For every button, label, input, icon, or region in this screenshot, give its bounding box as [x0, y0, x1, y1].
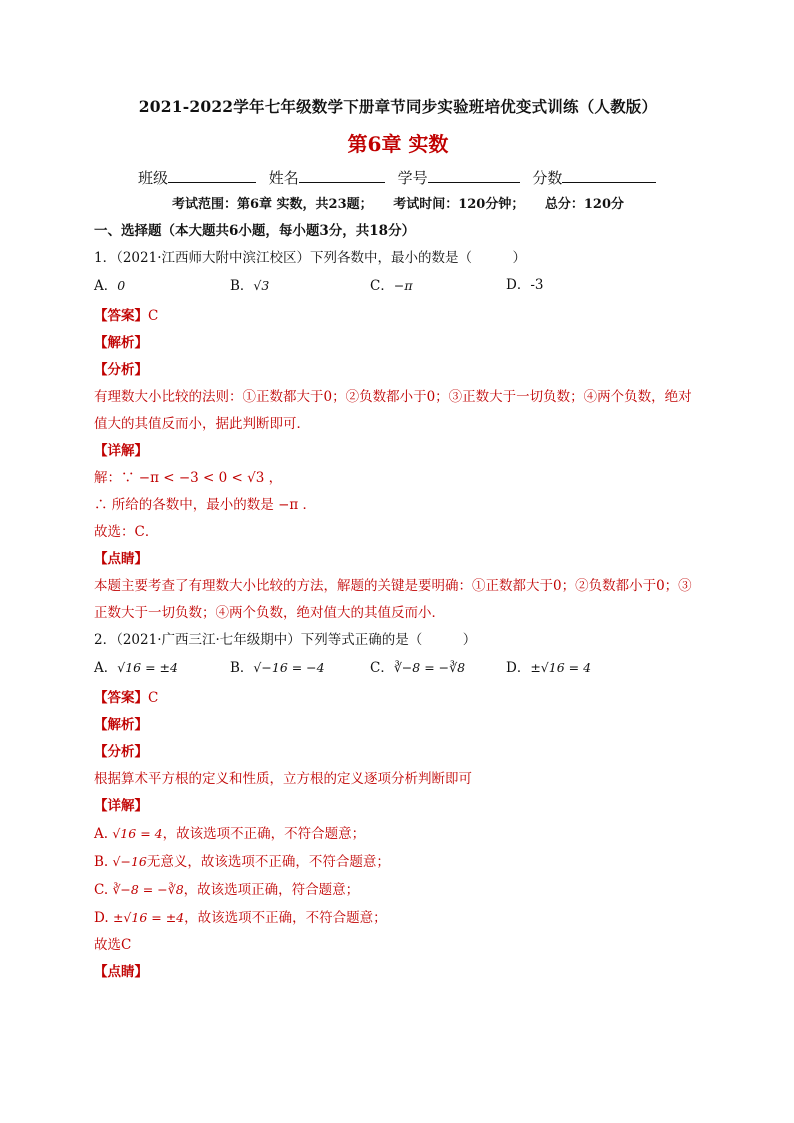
section-heading: 一、选择题（本大题共6小题，每小题3分，共18分） — [94, 223, 416, 239]
chapter-title: 第6章 实数 — [347, 132, 449, 156]
detail-line-3: 故选：C． — [94, 524, 159, 540]
option-a: A．0 — [94, 278, 126, 294]
fenxi-text: 根据算术平方根的定义和性质，立方根的定义逐项分析判断即可 — [94, 771, 472, 787]
detail-tag: 【详解】 — [94, 798, 148, 814]
fenxi-tag: 【分析】 — [94, 744, 148, 760]
question-2-stem: 2．（2021·广西三江·七年级期中）下列等式正确的是（ ） — [94, 632, 477, 648]
fenxi-tag: 【分析】 — [94, 362, 148, 378]
comment-text: 本题主要考查了有理数大小比较的方法，解题的关键是要明确：①正数都大于0；②负数都小于0；③正数大于一切负数；④两个负数，绝对值大的其值反而小． — [94, 578, 692, 621]
answer-line: 【答案】C — [94, 690, 159, 706]
detail-tag: 【详解】 — [94, 443, 148, 459]
detail-line-2: ∴ 所给的各数中，最小的数是 −π ． — [94, 497, 317, 513]
detail-item-d: D. ±√16 = ±4，故该选项不正确，不符合题意； — [94, 910, 387, 926]
option-c: C．∛−8 = −∛8 — [370, 660, 466, 676]
detail-line-1: 解：∵ −π < −3 < 0 < √3 ， — [94, 470, 283, 486]
option-b: B．√−16 = −4 — [230, 660, 325, 676]
analysis-tag: 【解析】 — [94, 717, 148, 733]
detail-item-c: C. ∛−8 = −∛8，故该选项正确，符合题意； — [94, 882, 360, 898]
comment-tag: 【点睛】 — [94, 551, 148, 567]
detail-item-b: B. √−16无意义，故该选项不正确，不符合题意； — [94, 854, 390, 870]
conclusion: 故选C — [94, 937, 132, 953]
option-b: B．√3 — [230, 278, 270, 294]
document-title: 2021-2022学年七年级数学下册章节同步实验班培优变式训练（人教版） — [138, 97, 658, 116]
option-c: C．−π — [370, 278, 413, 294]
field-score[interactable]: 分数 — [532, 166, 656, 189]
question-2-options — [94, 654, 702, 682]
option-d: D．±√16 = 4 — [506, 660, 592, 676]
comment-tag: 【点睛】 — [94, 964, 148, 980]
student-info-fields — [94, 166, 702, 188]
field-student-id[interactable]: 学号 — [398, 166, 520, 189]
detail-item-a: A. √16 = 4，故该选项不正确，不符合题意； — [94, 826, 366, 842]
option-a: A．√16 = ±4 — [94, 660, 178, 676]
field-name[interactable]: 姓名 — [269, 166, 385, 189]
fenxi-text: 有理数大小比较的法则：①正数都大于0；②负数都小于0；③正数大于一切负数；④两个负数，绝对值大的其值反而小，据此判断即可． — [94, 389, 692, 432]
question-1-stem: 1．（2021·江西师大附中滨江校区）下列各数中，最小的数是（ ） — [94, 250, 526, 266]
question-1-options — [94, 272, 702, 300]
field-class[interactable]: 班级 — [138, 166, 256, 189]
option-d: D．-3 — [506, 277, 544, 293]
exam-scope: 考试范围：第6章 实数，共23题； 考试时间：120分钟； 总分：120分 — [171, 197, 624, 212]
analysis-tag: 【解析】 — [94, 335, 148, 351]
answer-line: 【答案】C — [94, 308, 159, 324]
